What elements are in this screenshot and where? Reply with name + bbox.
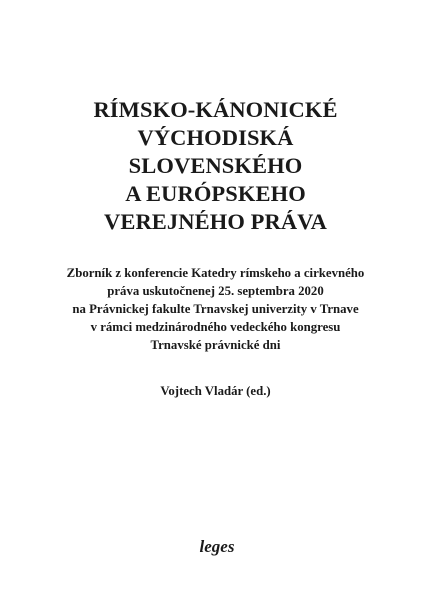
book-subtitle-line-5: Trnavské právnické dni: [150, 338, 281, 352]
book-title: [0, 96, 431, 236]
book-subtitle-line-4: v rámci medzinárodného vedeckého kongresu: [90, 320, 341, 334]
book-title-line-5: VEREJNÉHO PRÁVA: [104, 209, 327, 234]
book-title-line-3: SLOVENSKÉHO: [128, 153, 303, 178]
book-editor: Vojtech Vladár (ed.): [160, 384, 271, 398]
book-title-line-2: VÝCHODISKÁ: [137, 125, 294, 150]
publisher-logo-icon: [195, 535, 239, 563]
svg-text:leges: leges: [199, 537, 235, 556]
book-subtitle-line-3: na Právnickej fakulte Trnavskej univerzity v Trnave: [72, 302, 359, 316]
book-subtitle-line-1: Zborník z konferencie Katedry rímskeho a cirkevného: [66, 266, 365, 280]
book-title-line-4: A EURÓPSKEHO: [125, 181, 306, 206]
book-title-line-1: RÍMSKO-KÁNONICKÉ: [93, 97, 338, 122]
book-subtitle: [0, 264, 431, 354]
book-subtitle-line-2: práva uskutočnenej 25. septembra 2020: [107, 284, 324, 298]
